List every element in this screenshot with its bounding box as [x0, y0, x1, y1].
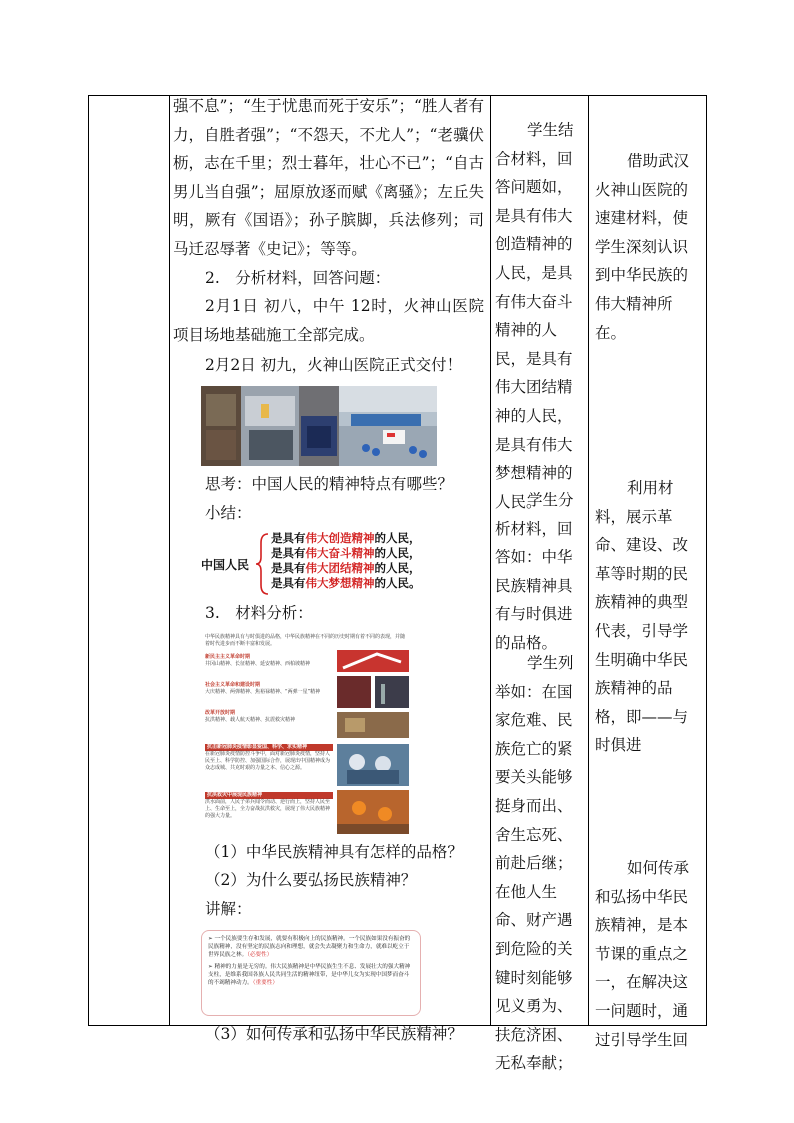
summary-line-post: 的人民，: [374, 531, 421, 546]
column-1-cell: [89, 96, 169, 1025]
slide-intro: 中华民族精神具有与时俱进的品格，中华民族精神在不同的历史时期有着不同的表现，并随着时代进步而不断丰富和发展。: [205, 633, 406, 647]
slide-period-text: 井冈山精神、长征精神、延安精神、西柏坡精神: [205, 660, 311, 667]
explanation-box: [201, 930, 421, 1016]
student-activity-cell: [491, 96, 588, 1073]
slide-period: [205, 710, 325, 734]
slide-period-text: 大庆精神、两弹精神、焦裕禄精神、“两弹一星”精神: [205, 688, 321, 695]
summary-line: [271, 531, 421, 546]
explanation-point-2: [208, 963, 414, 987]
student-activity-2: 学生分析材料，回答如：中华民族精神具有与时俱进的品格。: [495, 491, 574, 652]
slide-rescue-photos: [337, 744, 409, 834]
summary-line-key: 伟大奋斗精神: [305, 546, 375, 561]
quote-paragraph: 强不息”；“生于忧患而死于安乐”；“胜人者有力，自胜者强”；“不怨天，不尤人”；“老骥伏枥，志在千里；烈士暮年，壮心不已”；“自古男儿当自强”；屈原放逐而赋《离骚》；左丘失明，厥有《国语》；孙子膑脚，兵法修列；司马迁忍辱著《史记》；等等。: [173, 97, 484, 258]
question-2: （2）为什么要弘扬民族精神？: [205, 871, 417, 890]
slide-period-text: 抗洪精神、载人航天精神、抗震救灾精神: [205, 716, 296, 723]
summary-line-post: 的人民，: [374, 546, 421, 561]
think-question: 思考：中国人民的精神特点有哪些？: [205, 474, 454, 493]
summary-graphic: [201, 531, 461, 597]
summary-line-key: 伟大团结精神: [305, 561, 375, 576]
summary-brace-icon: [255, 533, 269, 595]
teaching-content-cell: [169, 96, 490, 1043]
summary-line-post: 的人民。: [374, 576, 421, 591]
summary-line-key: 伟大创造精神: [305, 531, 375, 546]
explanation-text-2: 精神的力量是无穷的。伟大民族精神是中华民族生生不息、发展壮大的强大精神支柱，是维系我国各族人民共同生活的精神纽带，是中华儿女为实现中国梦而奋斗的不竭精神动力。: [208, 963, 411, 986]
summary-line-pre: 是具有: [271, 531, 306, 546]
summary-subject: 中国人民: [201, 558, 250, 573]
explain-label: 讲解：: [205, 899, 252, 918]
slide-case: [205, 744, 333, 788]
slide-case: [205, 792, 333, 834]
summary-lines: [271, 531, 421, 591]
slide-case-title: 抗洪救灾中展现民族精神: [205, 792, 333, 799]
summary-line-pre: 是具有: [271, 546, 306, 561]
material-slide: [201, 632, 411, 834]
explanation-text-1: 一个民族要生存和发展，就要有积极向上的民族精神。一个民族如果没有振奋的民族精神，没有坚定的民族志向和理想，就会失去凝聚力和生命力，就难以屹立于世界民族之林。: [208, 935, 411, 958]
slide-case-text: 洪水面前，人民子弟兵闻令而动、逆行而上，坚持人民至上、生命至上，全力奋战抗洪救灾，展现了伟大民族精神的强大力量。: [205, 798, 331, 819]
summary-line: [271, 576, 421, 591]
slide-period: [205, 682, 325, 706]
design-intent-2: 利用材料，展示革命、建设、改革等时期的民族精神的典型代表，引导学生明确中华民族精神的品格，即——与时俱进: [595, 479, 689, 755]
slide-case-title: 抗击新冠肺炎疫情彰显爱国、科学、求实精神: [205, 744, 333, 751]
summary-line-key: 伟大梦想精神: [305, 576, 375, 591]
summary-label: 小结：: [205, 503, 252, 522]
summary-line: [271, 546, 421, 561]
bullet-icon: ➢: [208, 935, 215, 942]
design-intent-cell: [589, 96, 707, 1049]
slide-cases: [205, 744, 333, 834]
student-activity-1: 学生结合材料，回答问题如，是具有伟大创造精神的人民，是具有伟大奋斗精神的人民，是具有伟大团结精神的人民，是具有伟大梦想精神的人民。: [495, 121, 574, 511]
item-3-heading: 3. 材料分析：: [205, 604, 313, 623]
bullet-icon: ➢: [208, 963, 215, 970]
slide-period-title: 改革开放时期: [205, 709, 236, 716]
summary-line-post: 的人民，: [374, 561, 421, 576]
date-1-text: 2月1日 初八，中午 12时，火神山医院项目场地基础施工全部完成。: [173, 297, 484, 344]
hospital-photo: [201, 386, 437, 466]
item-2-heading: 2. 分析材料，回答问题：: [205, 268, 391, 287]
lesson-table: [88, 95, 707, 1073]
summary-line: [271, 561, 421, 576]
student-activity-3: 学生列举如：在国家危难、民族危亡的紧要关头能够挺身而出、舍生忘死、前赴后继；在他人生命、财产遇到危险的关键时刻能够见义勇为、扶危济困、无私奉献；: [495, 654, 574, 1073]
date-2-text: 2月2日 初九，火神山医院正式交付！: [205, 356, 463, 375]
explanation-tag-1: （必要性）: [247, 951, 273, 958]
slide-period-title: 新民主主义革命时期: [205, 653, 251, 660]
slide-period-title: 社会主义革命和建设时期: [205, 681, 261, 688]
question-1: （1）中华民族精神具有怎样的品格？: [205, 842, 463, 861]
design-intent-3: 如何传承和弘扬中华民族精神，是本节课的重点之一，在解决这一问题时，通过引导学生回: [595, 859, 690, 1049]
explanation-tag-2: （重要性）: [252, 979, 278, 986]
explanation-point-1: [208, 935, 414, 959]
summary-line-pre: 是具有: [271, 561, 306, 576]
slide-case-text: 在新冠肺炎疫情防控斗争中，面对新冠肺炎疫情，坚持人民至上、科学防控、加强国际合作，展现出中国精神成为众志成城、共克时艰的力量之本、信心之源。: [205, 750, 331, 771]
slide-period: [205, 654, 325, 678]
slide-history-photos: [337, 650, 409, 738]
slide-periods: [205, 654, 325, 734]
design-intent-1: 借助武汉火神山医院的速建材料，使学生深刻认识到中华民族的伟大精神所在。: [595, 152, 690, 342]
summary-line-pre: 是具有: [271, 576, 306, 591]
question-3: （3）如何传承和弘扬中华民族精神？: [205, 1024, 463, 1043]
